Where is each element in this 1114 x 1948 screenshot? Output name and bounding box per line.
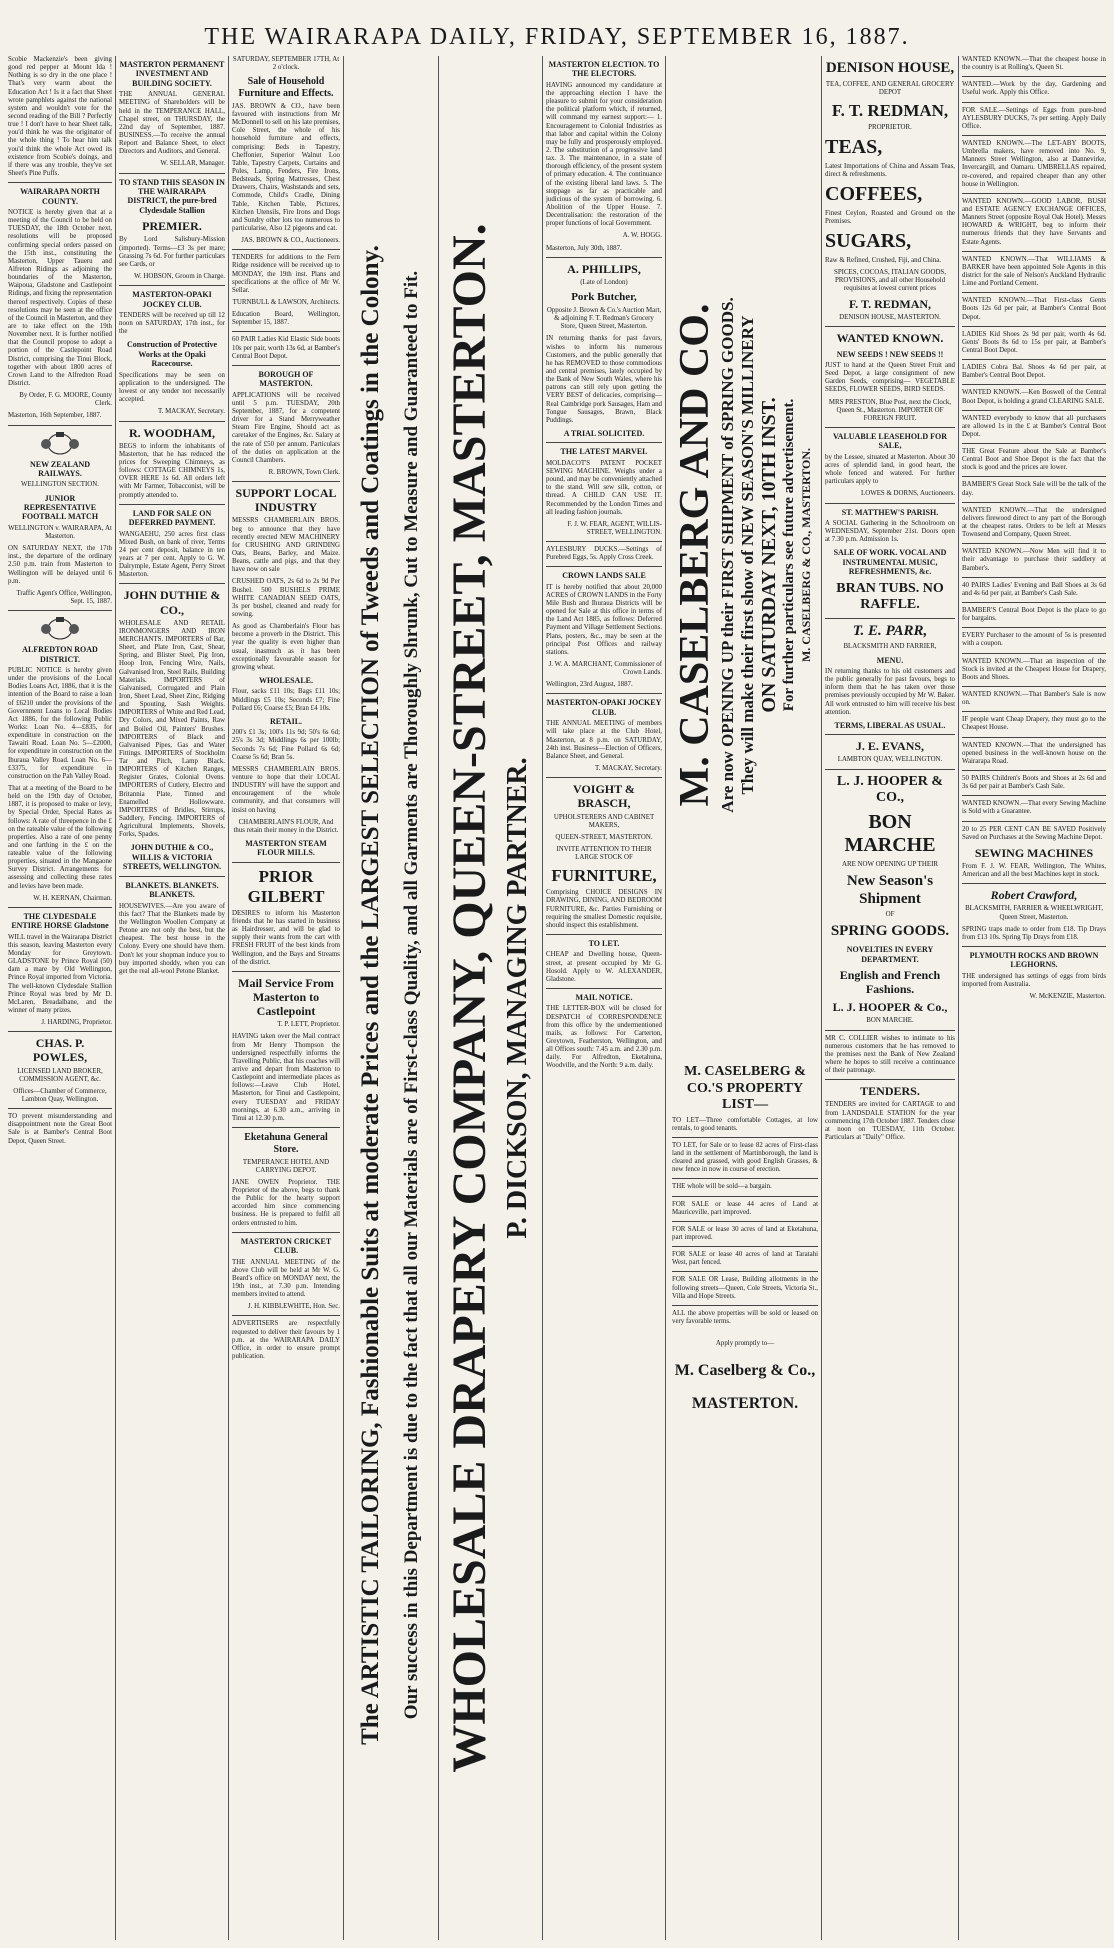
furniture-sale-signature: JAS. BROWN & CO., Auctioneers.	[241, 237, 340, 245]
mail-notice-body: THE LETTER-BOX will be closed for DESPATCH of CORRESPONDENCE from this office by the undermentioned mails, as follows: For Carterton, Greytown, Featherston, Wellington, and all Offices south: 7.45 a.m. and 2.30 p.m. daily. For Alfredton, Eketahuna, Woodville, and the North: 9 a.m. daily.	[546, 1005, 662, 1070]
furniture-sale-heading: Sale of Household Furniture and Effects.	[238, 76, 334, 100]
to-let-heading: TO LET.	[588, 938, 620, 948]
property-item-6: FOR SALE or lease 40 acres of land at Taratahi West, part fenced.	[672, 1251, 818, 1267]
jockey-club-signature: T. MACKAY, Secretary.	[158, 408, 225, 416]
stallion-signature: W. HOBSON, Groom in Charge.	[134, 273, 225, 281]
railways-match: JUNIOR REPRESENTATIVE FOOTBALL MATCH	[21, 493, 99, 522]
caselberg-ad-line-1: M. CASELBERG AND CO.	[672, 303, 718, 807]
jockey-club-title: Construction of Protective Works at the Opaki Racecourse.	[126, 340, 218, 369]
cricket-club-signature: J. H. KIBBLEWHITE, Hon. Sec.	[247, 1303, 340, 1311]
redman-subheading: PROPRIETOR.	[868, 124, 912, 132]
prior-gilbert-body: DESIRES to inform his Masterton friends that he has started in business as Hairdresser, and will be glad to supply their wants from the cart with FRESH FRUIT of the best kinds from Wellington, and the Bays and Streams of the district.	[232, 909, 340, 966]
plymouth-signature: W. McKENZIE, Masterton.	[1029, 993, 1106, 1001]
wanted-10: WANTED KNOWN.—Ken Boswell of the Central Boot Depot, is holding a grand CLEARING SALE.	[962, 389, 1106, 405]
mail-service-heading: Mail Service From Masterton to Castlepoint	[238, 975, 334, 1019]
column-6	[546, 56, 662, 1940]
evans-heading: J. E. EVANS,	[855, 739, 925, 754]
seeds-heading: NEW SEEDS ! NEW SEEDS !!	[836, 349, 944, 359]
column-9	[825, 56, 955, 1940]
property-item-3: THE whole will be sold—a bargain.	[672, 1183, 772, 1191]
furniture-sale-date: SATURDAY, SEPTEMBER 17TH, At 2 o'clock.	[232, 56, 340, 72]
coffees-label: COFFEES,	[825, 183, 923, 206]
advertisers-notice: ADVERTISERS are respectfully requested to deliver their favours by 1 p.m. at the WAIRARAPA DAILY Office, in order to ensure prompt publication.	[232, 1320, 340, 1361]
parish-bran-tubs: BRAN TUBS. NO RAFFLE.	[836, 580, 944, 613]
wanted-23: 50 PAIRS Children's Boots and Shoes at 2s 6d and 3s 6d per pair at Bamber's Cash Sale.	[962, 775, 1106, 791]
drapery-ad-line-1: WHOLESALE DRAPERY COMPANY, QUEEN-STREET, MASTERTON.	[443, 223, 496, 1773]
wanted-13: BAMBER'S Great Stock Sale will be the talk of the day.	[962, 481, 1106, 497]
caselberg-ad-line-4: ON SATURDAY NEXT, 10TH INST.	[758, 397, 780, 713]
wanted-17: BAMBER'S Central Boot Depot is the place to go for bargains.	[962, 607, 1106, 623]
election-heading: MASTERTON ELECTION. TO THE ELECTORS.	[548, 60, 660, 79]
wanted-2: WANTED.—Work by the day, Gardening and Useful work. Apply this Office.	[962, 81, 1106, 97]
county-notice-date: Masterton, 16th September, 1887.	[8, 412, 102, 420]
mail-notice-heading: MAIL NOTICE.	[575, 992, 633, 1002]
column-divider	[665, 56, 666, 1940]
stallion-heading: TO STAND THIS SEASON IN THE WAIRARAPA DISTRICT, the pure-bred Clydesdale Stallion	[119, 177, 225, 215]
retail-prices: 200's £1 3s; 100's 11s 9d; 50's 6s 6d; 25's 3s 3d; Middlings 6s per 100lb; Seconds 7s 6d; Fine Pollard 6s 6d; Coarse 5s 6d; Bran 5s.	[232, 729, 340, 761]
column-divider	[343, 56, 344, 1940]
crawford-subheading: BLACKSMITH, FARRIER & WHEELWRIGHT, Queen Street, Masterton.	[965, 905, 1103, 921]
duthie-address: JOHN DUTHIE & CO., WILLIS & VICTORIA STREETS, WELLINGTON.	[122, 843, 222, 872]
chamberlain-note: As good as Chamberlain's Flour has become a proverb in the District. This year the quality is even higher than usual, inasmuch as it has been exceptionally favourable season for growing wheat.	[232, 623, 340, 671]
wanted-1: WANTED KNOWN.—That the cheapest house in the country is at Rolling's, Queen St.	[962, 56, 1106, 72]
parr-terms: TERMS, LIBERAL AS USUAL.	[834, 720, 946, 730]
masthead-title: THE WAIRARAPA DAILY, FRIDAY, SEPTEMBER 16, 1887.	[204, 24, 910, 50]
wanted-12: THE Great Feature about the Sale at Bamber's Central Boot and Shoe Depot is the fact that the stock is good and the prices are lower.	[962, 448, 1106, 472]
redman-signature: F. T. REDMAN,	[848, 297, 932, 312]
wanted-8: LADIES Kid Shoes 2s 9d per pair, worth 4s 6d. Gents' Boots 8s 6d to 15s per pair, at Bamber's Central Boot Depot.	[962, 330, 1106, 354]
caselberg-ad-line-2: Are now OPENING UP their FIRST SHIPMENT of SPRING GOODS.	[718, 297, 737, 813]
voight-address: QUEEN-STREET, MASTERTON.	[555, 833, 653, 841]
phillips-trial: A TRIAL SOLICITED.	[563, 428, 645, 438]
masthead	[0, 0, 1114, 48]
horse-heading: THE CLYDESDALE ENTIRE HORSE Gladstone	[11, 911, 109, 931]
duthie-body: WHOLESALE AND RETAIL IRONMONGERS AND IRON MERCHANTS. IMPORTERS of Bar, Sheet, and Plate Iron, Cast, Shear, Spring, and Blister Steel, Pig Iron, Hoop Iron, Fencing Wire, Nails, Galvanised Iron, Steel Rails, Building Materials. IMPORTERS of Galvanised, Corrugated and Plain Iron, Sheet Lead, Sheet Zinc, Ridging and Spouting, Sash Weights. IMPORTERS of White and Red Lead, Dry Colors, and Mixed Paints, Raw and Boiled Oil, Painters' Brushes. IMPORTERS of Black and Galvanised Pipes, Gas and Water Fittings. IMPORTERS of Stockholm Tar and Pitch, Lamp Black. IMPORTERS of Kitchen Ranges, Register Grates, Colonial Ovens. IMPORTERS of Cutlery, Electro and Britannia Plate, Tinned and Enamelled Hollowware. IMPORTERS of Bridles, Stirrups, Saddlery, Fencing. IMPORTERS of Agricultural Implements, Shovels, Forks, Spades.	[119, 619, 225, 839]
blankets-body: HOUSEWIVES.—Are you aware of this fact? That the Blankets made by the Wellington Woollen Company at Petone are not only the best, but the cheapest. The best house in the Colony. Every one should have them. Don't let your shopman induce you to buy imported shoddy, when you can get the real all-wool Petone Blanket.	[119, 902, 225, 975]
election-signature: A. W. HOGG.	[622, 232, 662, 240]
alfredton-signature: W. H. KERNAN, Chairman.	[33, 894, 112, 902]
wanted-3: FOR SALE.—Settings of Eggs from pure-bred AYLESBURY DUCKS, 7s per setting. Apply Daily Office.	[962, 106, 1106, 130]
land-sale-heading: LAND FOR SALE ON DEFERRED PAYMENT.	[128, 508, 216, 528]
railways-heading: NEW ZEALAND RAILWAYS.	[29, 459, 91, 478]
tenders-body: TENDERS for additions to the Fern Ridge residence will be received up to MONDAY, the 19th inst. Plans and specifications at the office of Mr W. Sellar.	[232, 254, 340, 294]
building-society-signature: W. SELLAR, Manager.	[160, 160, 225, 168]
cricket-club-body: THE ANNUAL MEETING of the above Club will be held at Mr W. G. Beard's office on MONDAY next, the 19th inst., at 7.30 p.m. Intending members invited to attend.	[232, 1258, 340, 1299]
leasehold-heading: VALUABLE LEASEHOLD FOR SALE,	[832, 431, 948, 451]
caselberg-ad-rotated	[672, 60, 814, 1050]
election-date: Masterton, July 30th, 1887.	[546, 244, 622, 252]
coffees-body: Finest Ceylon, Roasted and Ground on the Premises.	[825, 209, 955, 225]
borough-signature: R. BROWN, Town Clerk.	[268, 468, 340, 476]
mail-service-signature: T. P. LETT, Proprietor.	[277, 1021, 340, 1029]
voight-subheading: UPHOLSTERERS AND CABINET MAKERS,	[553, 813, 655, 829]
drapery-ad-line-2: P. DICKSON, MANAGING PARTNER.	[502, 757, 533, 1239]
alfredton-body-2: That at a meeting of the Board to be held on the 19th day of October, 1887, it is proposed to make or levy, by Special Order, Special Rates as follows: A rate of threepence in the £ on the rateable value of the following properties. Also a rate of one penny and one farthing in the £ on the rateable value of the following properties, situated in the Mangaone Survey District. Arrangements for assessing and collecting these rates and levies have been made.	[8, 784, 112, 890]
property-item-1: TO LET—Three comfortable Cottages, at low rentals, to good tenants.	[672, 1116, 818, 1132]
crawford-body: SPRING traps made to order from £18. Tip Drays from £13 10s. Spring Tip Drays from £18.	[962, 925, 1106, 941]
voight-heading: VOIGHT & BRASCH,	[573, 782, 635, 811]
woodham-heading: R. WOODHAM,	[128, 425, 216, 440]
column-divider	[115, 56, 116, 1940]
kid-boots-notice: 60 PAIR Ladies Kid Elastic Side boots 10s per pair, worth 13s 6d, at Bamber's Central Boot Depot.	[232, 336, 340, 360]
duthie-heading: JOHN DUTHIE & CO.,	[123, 588, 221, 617]
alfredton-body: PUBLIC NOTICE is hereby given under the provisions of the Local Bodies Loans Act, 1886, that it is the intention of the Board to raise a loan of £6210 under the provisions of the Government Loans to Local Bodies Act 1886, for the following Public Works: Loan No. 4—£835, for expenditure in construction on the Tawaiti Road. Loan No. 5—£2000, for expenditure in construction on the Ihuraua Valley Road. Loan No. 6—£3375, for expenditure in construction on the Pah Valley Road.	[8, 666, 112, 780]
tenders-signature: TURNBULL & LAWSON, Architects.	[232, 298, 340, 306]
property-town: MASTERTON.	[691, 1395, 799, 1413]
property-item-8: ALL the above properties will be sold or leased on very favorable terms.	[672, 1309, 818, 1325]
parr-subheading: BLACKSMITH AND FARRIER,	[843, 643, 937, 651]
jockey-club-heading: MASTERTON-OPAKI JOCKEY CLUB.	[132, 290, 212, 309]
parr-menu: MENU.	[876, 655, 904, 665]
railways-section: WELLINGTON SECTION.	[21, 481, 99, 489]
plymouth-body: THE undersigned has settings of eggs from birds imported from Australia.	[962, 972, 1106, 989]
jockey-club-more: Specifications may be seen on application to the undersigned. The lowest or any tender not necessarily accepted.	[119, 371, 225, 404]
sugars-label: SUGARS,	[825, 229, 912, 252]
royal-crest-icon	[38, 615, 82, 641]
stallion-body: By Lord Salisbury-Mission (imported). Terms—£3 3s per mare; Grassing 7s 6d. For further particulars see Cards, or	[119, 236, 225, 268]
jockey-club-body: TENDERS will be received up till 12 noon on SATURDAY, 17th inst., for the	[119, 312, 225, 336]
parr-heading: T. E. PARR,	[852, 622, 928, 639]
column-8-property-list	[672, 1060, 818, 1940]
wanted-20: WANTED KNOWN.—That Bamber's Sale is now on.	[962, 691, 1106, 707]
wanted-22: WANTED KNOWN.—That the undersigned has opened business in the well-known house on the Wairarapa Road.	[962, 741, 1106, 765]
voight-body: INVITE ATTENTION TO THEIR LARGE STOCK OF	[556, 845, 652, 862]
parish-heading: ST. MATTHEW'S PARISH.	[841, 507, 939, 517]
drapery-ad-rotated	[442, 68, 538, 1928]
voight-furniture: FURNITURE,	[551, 866, 657, 886]
column-divider	[958, 56, 959, 1940]
wanted-9: LADIES Cobra Bal. Shoes 4s 6d per pair, at Bamber's Central Boot Depot.	[962, 364, 1106, 380]
collier-notice: MR C. COLLIER wishes to intimate to his numerous customers that he has removed to the premises next the Bank of New Zealand where he hopes to still receive a continuance of their patronage.	[825, 1034, 955, 1075]
column-10	[962, 56, 1106, 1940]
wholesale-heading: WHOLESALE.	[258, 675, 313, 685]
crown-lands-date: Wellington, 23rd August, 1887.	[546, 681, 633, 689]
tenders-date: Education Board, Wellington, September 15, 1887.	[232, 311, 340, 327]
horse-signature: J. HARDING, Proprietor.	[41, 1019, 112, 1027]
tenders-heading: TENDERS.	[860, 1084, 920, 1099]
column-3	[232, 56, 340, 1940]
opaki-club-heading: MASTERTON-OPAKI JOCKEY CLUB.	[546, 698, 662, 717]
tenders-body-col9: TENDERS are invited for CARTAGE to and from LANDSDALE STATION for the year commencing 17th October 1887. Tenders close at noon on TUESDAY, 11th October. Particulars at "Daily" Office.	[825, 1101, 955, 1142]
caselberg-ad-line-5: For further particulars see future advertisement.	[781, 398, 797, 712]
wanted-6: WANTED KNOWN.—That WILLIAMS & BARKER have been appointed Sole Agents in this district for the sale of Nelson's Auckland Hydraulic Lime and Portland Cement.	[962, 255, 1106, 288]
county-notice-signature: By Order, F. G. MOORE, County Clerk.	[19, 392, 112, 408]
wanted-4: WANTED KNOWN.—The LET-ABY BOOTS, Umbrella makers, have removed into No. 9, Manners Street Wellington, also at Dannevirke, Invercargill, and Oamaru. UMBRELLAS repaired, re-covered, and repaired cheaper than any other house in Wellington.	[962, 139, 1106, 188]
bon-marche-fashions: English and French Fashions.	[839, 968, 941, 997]
tailoring-ad-line-1: The ARTISTIC TAILORING, Fashionable Suits at moderate Prices and the LARGEST SELECTION of Tweeds and Coatings in the Colony.	[357, 245, 384, 1745]
bon-marche-heading: BON MARCHE	[844, 810, 936, 857]
intro-paragraph: Scobie Mackenzie's been giving good red pepper at Mount Ida ! Nothing is so dry in the one place ! That's very warm about the Education Act ! Is it a fact that Sheet wrote pamphlets against the national system and wouldn't vote for the second reading of the Bill ? Perfectly true ! I don't have to hear Sheet talk, you'd think he was the originator of the whole thing ! To hear him talk you'd think the whole Act owed its existence from Scobie's doings, and if there was any trouble, they've set Sheet's Pine Puffs.	[8, 56, 112, 177]
wanted-7: WANTED KNOWN.—That First-class Gents Boots 12s 6d per pair, at Bamber's Central Boot Depot.	[962, 297, 1106, 321]
tailoring-ad-rotated	[350, 65, 432, 1925]
wanted-15: WANTED KNOWN.—Now Men will find it to their advantage to purchase their saddlery at Bamber's.	[962, 548, 1106, 572]
stallion-name: PREMIER.	[142, 219, 202, 234]
property-list-heading: M. CASELBERG & CO.'S PROPERTY LIST—	[684, 1064, 806, 1113]
tailoring-ad-line-2: Our success in this Department is due to the fact that all our Materials are of First-class Quality, and all Garments are Thoroughly Shrunk, Cut to Measure and Guaranteed to Fit.	[401, 270, 422, 1720]
powles-subheading: LICENSED LAND BROKER, COMMISSION AGENT, &c.	[17, 1067, 103, 1083]
horse-body: WILL travel in the Wairarapa District this season, leaving Masterton every Monday for Greytown. GLADSTONE by Prince Royal (50) dam a mare by Old Wellington, Prince Royal imported from Victoria. The well-known Clydesdale Stallion Prince Royal was bred by Mr D. McLaren, Breadalbane, and the winner of many prizes.	[8, 933, 112, 1015]
borough-body: APPLICATIONS will be received until 5 p.m. TUESDAY, 20th September, 1887, for a competent driver for a Stand Merryweather Steam Fire Engine, Should act as caretaker of the Engines, &c. Salary at the rate of £50 per annum. Particulars of the duties on application at the Council Chambers.	[232, 391, 340, 464]
railways-teams: WELLINGTON v. WAIRARAPA, At Masterton.	[8, 524, 112, 540]
caselberg-ad-line-3: They will make their first show of NEW SEASON'S MILLINERY	[738, 315, 757, 795]
column-7-caselberg-ad	[668, 56, 818, 1056]
leasehold-signature: LOWES & DORNS, Auctioneers.	[861, 490, 955, 498]
wanted-11: WANTED everybody to know that all purchasers are allowed 1s in the £ at Bamber's Central Boot Depot.	[962, 414, 1106, 438]
redman-heading: F. T. REDMAN,	[831, 100, 949, 120]
teas-body: Latest Importations of China and Assam Teas, direct & refreshments.	[825, 162, 955, 178]
powles-heading: CHAS. P. POWLES,	[32, 1036, 88, 1065]
county-notice-body: NOTICE is hereby given that at a meeting of the Council to be held on TUESDAY, the 18th October next, resolutions will be proposed confirming special orders passed on the 15th inst., constituting the Masterton, Upper Taueru and Alfreton Ridings as adjoining the boundaries of the Masterton, Waipoua, Gladstone and Castlepoint Ridings, and fixing the representation thereof respectively. Copies of these resolutions may be seen at the office of the Council in Masterton, and they are to take effect on the 19th November next. It is further notified that the Council propose to adopt a portion of the Castlepoint Road District, comprising the Tinui Block, together with about 1800 acres of Crown Land to the Alfredton Road District.	[8, 208, 112, 387]
wanted-19: WANTED KNOWN.—That an inspection of the Stock is invited at the Cheapest House for Drapery, Boots and Shoes.	[962, 657, 1106, 681]
wanted-5: WANTED KNOWN.—GOOD LABOR, BUSH and ESTATE AGENCY EXCHANGE OFFICES, Manners Street (opposite Royal Oak Hotel). Messrs HOWARD & WRIGHT, beg to inform their numerous friends that they have Servants and Estate Agents.	[962, 197, 1106, 246]
blankets-heading: BLANKETS. BLANKETS. BLANKETS.	[125, 880, 219, 900]
crown-lands-body: IT is hereby notified that about 20,000 ACRES of CROWN LANDS in the Forty Mile Bush and Ihuraua Districts will be opened for Sale at this office in terms of the Land Act 1885, as follows: Deferred Payment and Village Settlement Sections. Plans, posters, &c., may be seen at the principal Post Offices and railway stations.	[546, 583, 662, 656]
caselberg-ad-line-6: M. CASELBERG & CO., MASTERTON.	[799, 447, 813, 663]
railways-body: ON SATURDAY NEXT, the 17th inst., the departure of the ordinary 2.50 p.m. train from Masterton to Wellington will be delayed until 6 p.m.	[8, 545, 112, 585]
opaki-club-signature: T. MACKAY, Secretary.	[595, 765, 662, 773]
column-divider	[438, 56, 439, 1940]
sewing-heading: THE LATEST MARVEL	[560, 447, 648, 457]
county-notice-heading: WAIRARAPA NORTH COUNTY.	[20, 187, 100, 206]
wanted-21: IF people want Cheap Drapery, they must go to the Cheapest House.	[962, 716, 1106, 732]
building-society-heading: MASTERTON PERMANENT INVESTMENT AND BUILDING SOCIETY.	[119, 60, 225, 88]
mail-service-body: HAVING taken over the Mail contract from Mr Henry Thompson the undersigned respectfully informs the Travelling Public, that his coaches will arrive and depart from Masterton to Castlepoint and intermediate places as follows:—Leave Club Hotel, Masterton, for Tinui and Castlepoint, every TUESDAY and FRIDAY mornings, at 6.30 a.m., arriving in Tinui at 12.30 p.m.	[232, 1033, 340, 1122]
building-society-body: THE ANNUAL GENERAL MEETING of Shareholders will be held in the TEMPERANCE HALL, Chapel street, on THURSDAY, the 22nd day of September, 1887. BUSINESS.—To receive the annual Report and Balance Sheet, to elect Directors and Auditors, and General.	[119, 91, 225, 156]
property-item-2: TO LET, for Sale or to lease 82 acres of First-class land in the settlement of Martinborough, the land is cleared and grassed, with good English Grasses, & new fence in now in course of erection.	[672, 1141, 818, 1174]
retail-note-2: CHAMBERLAIN'S FLOUR, And thus retain their money in the District.	[233, 818, 339, 834]
denison-subheading: TEA, COFFEE, AND GENERAL GROCERY DEPOT	[825, 80, 955, 96]
column-4-tailoring-ad	[346, 56, 436, 1940]
sugars-body: Raw & Refined, Crushed, Fiji, and China.	[825, 256, 941, 264]
teas-label: TEAS,	[825, 136, 883, 159]
seeds-signature: MRS PRESTON, Blue Post, next the Clock, Queen St., Masterton. IMPORTER OF FOREIGN FRUIT.	[828, 398, 952, 422]
property-item-4: FOR SALE or lease 44 acres of Land at Mauriceville, part improved.	[672, 1200, 818, 1216]
crawford-heading: Robert Crawford,	[990, 888, 1078, 903]
evans-subheading: LAMBTON QUAY, WELLINGTON.	[837, 756, 943, 764]
wanted-known-heading: WANTED KNOWN.	[836, 331, 944, 346]
voight-more: Comprising CHOICE DESIGNS IN DRAWING, DINING, AND BEDROOM FURNITURE, &c. Parties Furnishing or requiring the smallest Domestic requisite, should inspect this establishment.	[546, 889, 662, 929]
wanted-24: WANTED KNOWN.—That every Sewing Machine is Sold with a Guarantee.	[962, 800, 1106, 816]
flour-mills-heading: MASTERTON STEAM FLOUR MILLS.	[245, 838, 327, 858]
column-divider	[542, 56, 543, 1940]
boot-sale-note: TO prevent misunderstanding and disappointment note the Great Boot Sale is at Bamber's Central Boot Depot, Queen Street.	[8, 1113, 112, 1145]
property-apply: Apply promptly to—	[715, 1340, 775, 1348]
parish-subheading: SALE OF WORK. VOCAL AND INSTRUMENTAL MUSIC, REFRESHMENTS, &c.	[833, 548, 947, 577]
bon-marche-signature-2: BON MARCHE.	[866, 1017, 914, 1025]
bon-marche-spring-goods: SPRING GOODS.	[830, 923, 950, 940]
railways-signature: Traffic Agent's Office, Wellington, Sept. 15, 1887.	[16, 589, 112, 605]
cricket-club-heading: MASTERTON CRICKET CLUB.	[240, 1236, 332, 1256]
bon-marche-novelties: NOVELTIES IN EVERY DEPARTMENT.	[846, 945, 934, 964]
property-item-5: FOR SALE or lease 30 acres of land at Eketahuna, part improved.	[672, 1225, 818, 1241]
bon-marche-signature: L. J. HOOPER & Co.,	[832, 1000, 948, 1015]
sewing-signature: F. J. W. FEAR, AGENT, WILLIS-STREET, WELLINGTON.	[567, 520, 662, 536]
sewing-machines-body: From F. J. W. FEAR, Wellington, The Whites, American and all the best Machines kept in stock.	[962, 863, 1106, 879]
crown-lands-heading: CROWN LANDS SALE	[562, 571, 646, 581]
eketahuna-store-subheading: TEMPERANCE HOTEL AND CARRYING DEPOT.	[242, 1158, 330, 1174]
column-2	[119, 56, 225, 1940]
royal-crest-icon	[38, 430, 82, 456]
prior-gilbert-heading: PRIOR GILBERT	[247, 866, 325, 906]
wanted-18: EVERY Purchaser to the amount of 5s is presented with a coupon.	[962, 632, 1106, 648]
ducks-notice: AYLESBURY DUCKS.—Settings of Purebred Eggs, 5s. Apply Cross Creek.	[546, 546, 662, 562]
column-1	[8, 56, 112, 1940]
phillips-address: Opposite J. Brown & Co.'s Auction Mart, & adjoining F. T. Redman's Grocery Store, Queen Street, Masterton.	[546, 306, 662, 331]
seeds-body: JUST to hand at the Queen Street Fruit and Seed Depot, a large consignment of new Garden Seeds, comprising— VEGETABLE SEEDS, FLOWER SEEDS, BIRD SEEDS.	[825, 361, 955, 394]
bon-marche-shipment: New Season's Shipment	[846, 872, 934, 907]
phillips-heading: A. PHILLIPS,	[567, 261, 641, 276]
phillips-body: IN returning thanks for past favors, wishes to inform his numerous Customers, and the public generally that he has REMOVED to those commodious and central premises, lately occupied by the Bank of New South Wales, where his patrons can still rely upon getting the VERY BEST of delicacies, comprising—Real Cambridge pork Sausages, Ham and Tongue Sausages, Brawn, Black Puddings.	[546, 335, 662, 424]
sewing-machines-heading: SEWING MACHINES	[974, 845, 1094, 860]
land-sale-body: WANGAEHU, 250 acres first class Mixed Bush, on bank of river, Terms 24 per cent deposit, balance in ten years at 7 per cent. Apply to G. W. Dalrymple, Estate Agent, Perry Street Masterton.	[119, 530, 225, 579]
crown-lands-signature: J. W. A. MARCHANT, Commissioner of Crown Lands.	[548, 661, 662, 677]
eketahuna-store-body: JANE OWEN Proprietor. THE Proprietor of the above, begs to thank the Public for the hearty support accorded him since commencing business. He is prepared to fulfil all orders entrusted to him.	[232, 1178, 340, 1227]
plymouth-heading: PLYMOUTH ROCKS AND BROWN LEGHORNS.	[969, 951, 1099, 970]
column-5-drapery-ad	[440, 56, 540, 1940]
spices-body: SPICES, COCOAS, ITALIAN GOODS, PROVISIONS, and all other Household requisites at lowest current prices	[833, 268, 946, 292]
hooper-heading: L. J. HOOPER & CO.,	[836, 773, 944, 806]
election-body: HAVING announced my candidature at the approaching election I have the pleasure to submit for your consideration the political platform which, if returned, will command my earnest support:— 1. Encouragement to Colonial Industries as that labor and capital within the Colony may be fully and prosperously employed. 2. The substitution of a progressive land tax. 3. The maintenance, in a state of thorough efficiency, of the present system of primary education. 4. The continuance of the existing liberal land laws. 5. The stoppage as far as practicable and judicious of the system of borrowing. 6. Abolition of the Upper House. 7. Decentralisation: the restoration of the proper functions of local Government.	[546, 81, 662, 228]
bon-marche-body: ARE NOW OPENING UP THEIR	[842, 860, 938, 868]
property-signature: M. Caselberg & Co.,	[674, 1362, 816, 1380]
wholesale-prices: Flour, sacks £11 10s; Bags £11 10s; Middlings £5 10s; Seconds £7; Fine Pollard £6; Coarse £5; Bran £4 10s.	[232, 688, 340, 712]
bon-marche-of: OF	[885, 911, 895, 919]
local-industry-body: MESSRS CHAMBERLAIN BROS. beg to announce that they have recently erected NEW MACHINERY for CRUSHING AND GRINDING Oats, Beans, Barley, and Maize. Beans, cattle and pigs, and that they have now on sale	[232, 517, 340, 574]
to-let-body: CHEAP and Dwelling house, Queen-street, at present occupied by Mr G. Hosold. Apply to W. ALEXANDER, Gladstone.	[546, 951, 662, 983]
retail-heading: RETAIL.	[269, 716, 303, 726]
woodham-body: BEGS to inform the inhabitants of Masterton, that he has reduced the prices for Sweeping Chimneys, as follows: COTTAGE CHIMNEYS 1s, OVER HERE 1s 6d. All orders left with Mr Farmer, Tobacconist, will be promptly attended to.	[119, 442, 225, 499]
phillips-subheading: (Late of London)	[580, 278, 628, 286]
wanted-25: 20 to 25 PER CENT CAN BE SAVED Positively Saved on Purchases at the Sewing Machine Depot.	[962, 825, 1106, 841]
alfredton-heading: ALFREDTON ROAD DISTRICT.	[22, 645, 98, 664]
redman-address: DENISON HOUSE, MASTERTON.	[839, 314, 941, 322]
wanted-14: WANTED KNOWN.—That the undersigned delivers firewood direct to any part of the Borough at the cheapest rates. Orders to be left at Messrs Townsend and Company, Queen Street.	[962, 506, 1106, 539]
retail-note: MESSRS CHAMBERLAIN BROS. venture to hope that their LOCAL INDUSTRY will have the support and encouragement of the whole community, and that consumers will insist on having	[232, 765, 340, 814]
leasehold-body: by the Lessee, situated at Masterton. About 30 acres of splendid land, in good heart, the whole fenced and watered. For further particulars apply to	[825, 453, 955, 486]
property-item-7: FOR SALE OR Lease, Building allotments in the following streets—Queen, Cole Streets, Victoria St., Villa and Hope Streets.	[672, 1276, 818, 1300]
column-divider	[821, 56, 822, 1940]
furniture-sale-body: JAS. BROWN & CO., have been favoured with instructions from Mr McDonnell to sell on his late premises, Cole Street, the whole of his household furniture and effects, comprising: Beds in Tapestry, Cheffonier, Superior Walnut Loo Table, Tapestry Carpets, Curtains and Poles, Lamp, Fenders, Fire Irons, Bedsteads, Spring Mattresses, Chest Drawers, Chairs, Washstands and sets, Commode, Child's Cradle, Dining Table, Kitchen Table, Pictures, Kitchen Utensils, Fire Irons and Dogs and Sundry other lots too numerous to particularise, Also 12 pigeons and cat.	[232, 102, 340, 232]
phillips-trade: Pork Butcher,	[571, 290, 637, 303]
borough-heading: BOROUGH OF MASTERTON.	[258, 369, 314, 389]
column-divider	[228, 56, 229, 1940]
opaki-club-body: THE ANNUAL MEETING of members will take place at the Club Hotel, Masterton, at 8 p.m. on SATURDAY, 24th inst. Business—Election of Officers, Balance Sheet, and General.	[546, 720, 662, 760]
parish-body: A SOCIAL Gathering in the Schoolroom on WEDNESDAY, September 21st. Doors open at 7.30 p.m. Admission 1s.	[825, 519, 955, 544]
denison-heading: DENISON HOUSE,	[825, 60, 955, 76]
sewing-body: MOLDACOT'S PATENT POCKET SEWING MACHINE. Weighs under a pound, and may be conveniently attached to the stand. Will sew silk, cotton, or thread. A CHILD CAN USE IT. Recommended by the London Times and all leading fashion journals.	[546, 459, 662, 516]
wanted-16: 40 PAIRS Ladies' Evening and Ball Shoes at 3s 6d and 4s 6d per pair, at Bamber's Cash Sale.	[962, 581, 1106, 597]
powles-address: Offices—Chamber of Commerce, Lambton Quay, Wellington.	[13, 1087, 107, 1104]
local-industry-heading: SUPPORT LOCAL INDUSTRY	[235, 486, 337, 515]
parr-body: IN returning thanks to his old customers and the public generally for past favours, begs to inform them that he has taken over those premises previously occupied by Mr W. Baker. All work entrusted to him will receive his best attention.	[825, 667, 955, 716]
local-industry-items: CRUSHED OATS, 2s 6d to 2s 9d Per Bushel. 500 BUSHELS PRIME WHITE CANADIAN SEED OATS, 3s per bushel, cleaned and ready for sowing.	[232, 578, 340, 618]
eketahuna-store-heading: Eketahuna General Store.	[244, 1132, 328, 1155]
